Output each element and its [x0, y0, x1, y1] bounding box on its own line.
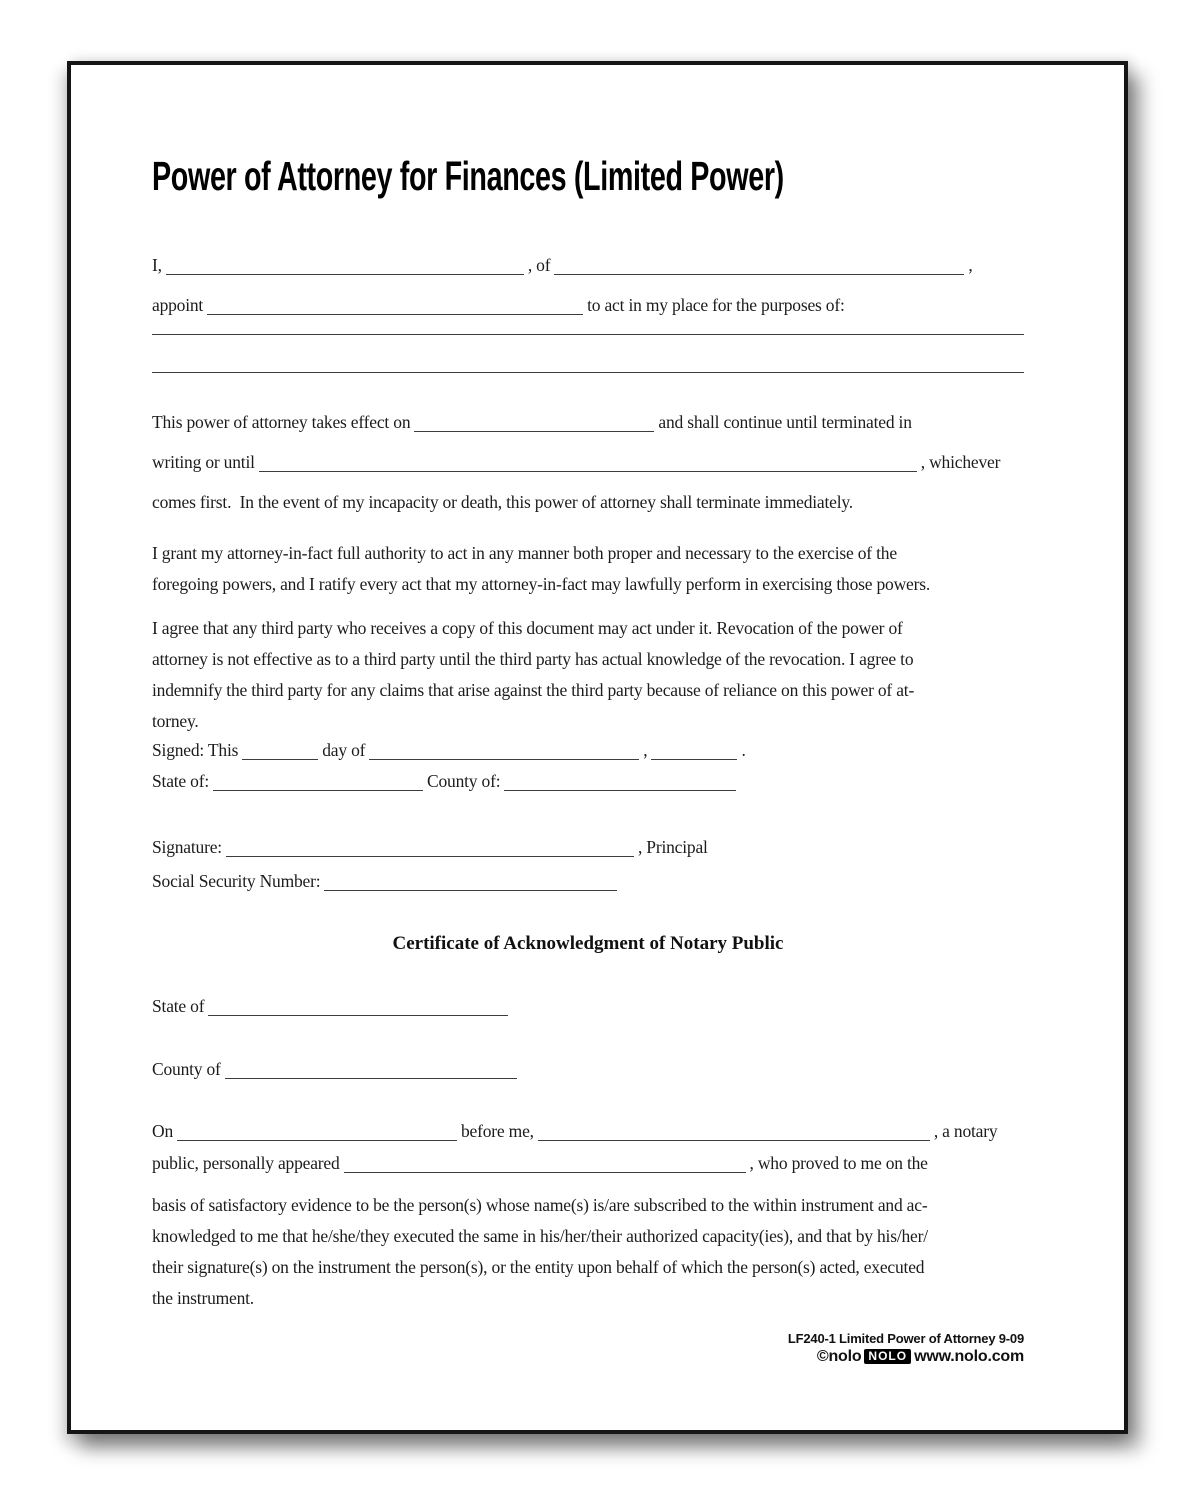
- effect-post-label: and shall continue until terminated in: [658, 412, 912, 432]
- form-id: LF240-1 Limited Power of Attorney 9-09: [787, 1331, 1024, 1346]
- third-party-line: torney.: [152, 711, 199, 731]
- blank-acknowledgment-date[interactable]: [177, 1122, 457, 1141]
- notary-body-line: their signature(s) on the instrument the person(s), or the entity upon behalf of which the person(s) acted, executed: [152, 1257, 925, 1277]
- blank-month[interactable]: [369, 741, 639, 760]
- footer: [788, 1331, 1024, 1366]
- blank-effective-date[interactable]: [414, 413, 654, 432]
- blank-notary-state[interactable]: [208, 997, 508, 1016]
- blank-agent-name[interactable]: [207, 296, 583, 315]
- nolo-logo: NOLO: [864, 1349, 911, 1364]
- grant-line: foregoing powers, and I ratify every act that my attorney-in-fact may lawfully perform in exercising those powers.: [152, 574, 931, 594]
- grant-paragraph: [152, 538, 1024, 600]
- notary-state-label: State of: [152, 996, 205, 1016]
- signed-prefix-label: Signed: This: [152, 740, 239, 760]
- appoint-label: appoint: [152, 295, 204, 315]
- blank-year[interactable]: [651, 741, 737, 760]
- publisher-line: [788, 1347, 1024, 1366]
- term-line-1: [152, 409, 1024, 435]
- publisher-url: www.nolo.com: [914, 1348, 1024, 1365]
- notary-body-line: basis of satisfactory evidence to be the person(s) whose name(s) is/are subscribed to the within instrument and ac-: [152, 1195, 928, 1215]
- notary-body-line: knowledged to me that he/she/they executed the same in his/her/their authorized capacity(ies), and that by his/her/: [152, 1226, 928, 1246]
- signature-label: Signature:: [152, 837, 222, 857]
- signed-line: [152, 737, 1024, 763]
- before-me-label: before me,: [461, 1121, 534, 1141]
- third-party-paragraph: [152, 613, 1024, 737]
- notary-appeared-line: [152, 1150, 1024, 1176]
- of-label: , of: [527, 255, 551, 275]
- intro-line-1: [152, 252, 1024, 278]
- form-content: [152, 65, 1024, 1314]
- blank-ssn[interactable]: [324, 872, 617, 891]
- third-party-line: indemnify the third party for any claims that arise against the third party because of reliance on this power of at-: [152, 680, 915, 700]
- county-label: County of:: [427, 771, 501, 791]
- third-party-line: I agree that any third party who receives a copy of this document may act under it. Revocation of the power of: [152, 618, 903, 638]
- signature-line: [152, 834, 1024, 860]
- notary-body-paragraph: [152, 1190, 1024, 1314]
- signed-comma: ,: [643, 740, 648, 760]
- blank-termination-event[interactable]: [259, 453, 917, 472]
- grant-line: I grant my attorney-in-fact full authority to act in any manner both proper and necessary to the exercise of the: [152, 543, 897, 563]
- copyright-text: ©nolo: [816, 1348, 862, 1365]
- blank-principal-address[interactable]: [554, 256, 964, 275]
- term-line-3: comes first. In the event of my incapacity or death, this power of attorney shall terminate immediately.: [152, 492, 853, 512]
- notary-county-label: County of: [152, 1059, 221, 1079]
- signed-period: .: [741, 740, 746, 760]
- blank-state[interactable]: [213, 772, 423, 791]
- on-label: On: [152, 1121, 173, 1141]
- blank-notary-county[interactable]: [225, 1060, 517, 1079]
- a-notary-label: , a notary: [933, 1121, 998, 1141]
- blank-purpose-line-2[interactable]: [152, 372, 1024, 373]
- blank-day[interactable]: [242, 741, 318, 760]
- state-label: State of:: [152, 771, 210, 791]
- ssn-label: Social Security Number:: [152, 871, 321, 891]
- blank-notary-name[interactable]: [538, 1122, 930, 1141]
- state-county-line: [152, 768, 1024, 794]
- blank-principal-name[interactable]: [166, 256, 524, 275]
- notary-heading: Certificate of Acknowledgment of Notary Public: [392, 933, 784, 954]
- whichever-label: , whichever: [920, 452, 1001, 472]
- notary-county-line: [152, 1056, 1024, 1082]
- appeared-label: public, personally appeared: [152, 1153, 340, 1173]
- notary-state-line: [152, 993, 1024, 1019]
- blank-signature[interactable]: [226, 838, 634, 857]
- form-title: Power of Attorney for Finances (Limited Power): [152, 153, 784, 199]
- term-line-2: [152, 449, 1024, 475]
- who-proved-label: , who proved to me on the: [749, 1153, 928, 1173]
- principal-label: , Principal: [637, 837, 708, 857]
- blank-appearer-name[interactable]: [344, 1154, 746, 1173]
- ssn-line: [152, 868, 1024, 894]
- i-label: I,: [152, 255, 162, 275]
- effect-pre-label: This power of attorney takes effect on: [152, 412, 411, 432]
- blank-county[interactable]: [504, 772, 736, 791]
- intro-line-2: [152, 292, 1024, 318]
- intro-trailing-comma: ,: [968, 255, 973, 275]
- blank-purpose-line-1[interactable]: [152, 334, 1024, 335]
- third-party-line: attorney is not effective as to a third party until the third party has actual knowledge of the revocation. I agree to: [152, 649, 914, 669]
- purpose-label: to act in my place for the purposes of:: [587, 295, 845, 315]
- form-page: [67, 61, 1128, 1434]
- notary-on-line: [152, 1118, 1024, 1144]
- until-label: writing or until: [152, 452, 255, 472]
- notary-body-line: the instrument.: [152, 1288, 254, 1308]
- day-of-label: day of: [322, 740, 366, 760]
